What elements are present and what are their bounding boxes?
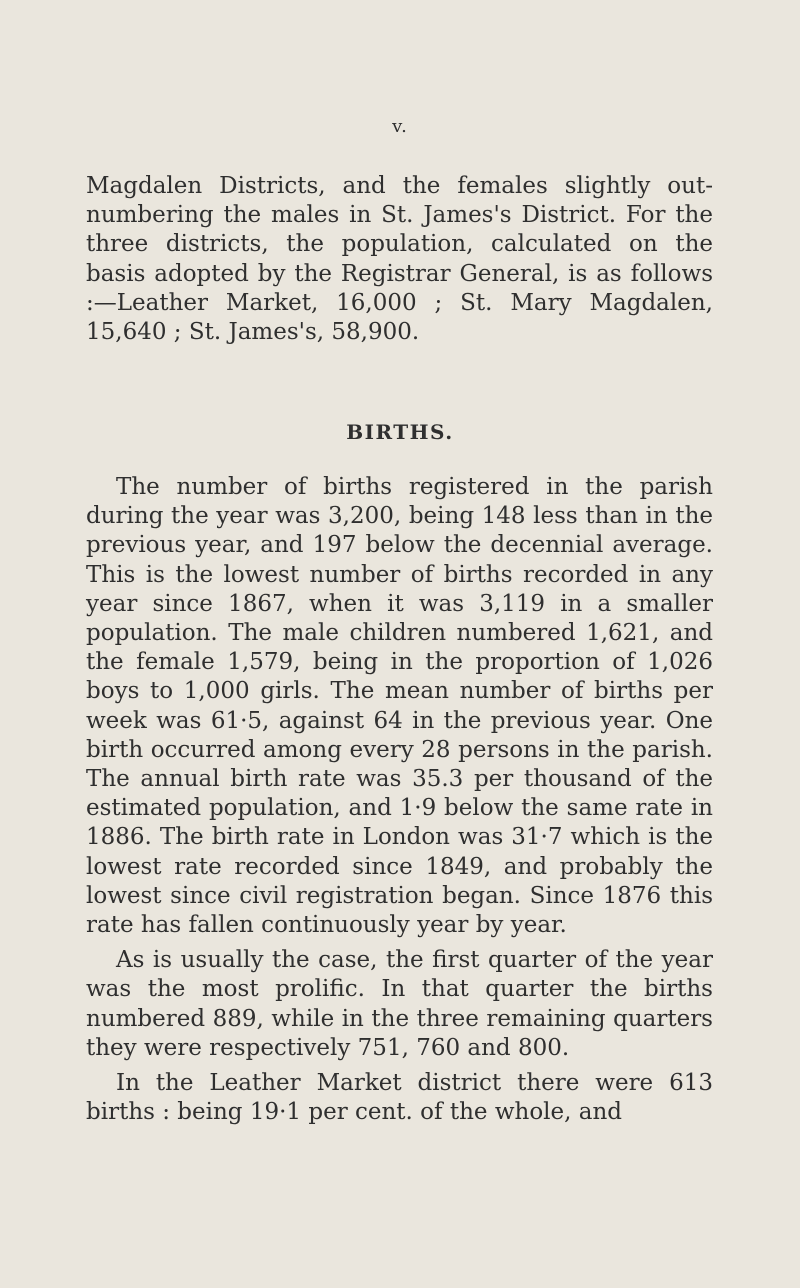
intro-paragraph: Magdalen Districts, and the females slightly outnumbering the males in St. James's District. For the three districts, the population, calculated on the basis adopted by the Registrar General, is as follows :—Leather Market, 16,000 ; St. Mary Magdalen, 15,640 ; St. James's, 58,900. <box>86 173 713 346</box>
page-number: v. <box>392 116 408 137</box>
section-heading-births: BIRTHS. <box>346 420 454 444</box>
births-paragraph-1: The number of births registered in the parish during the year was 3,200, being 148 less than in the previous year, and 197 below the decennial average. This is the lowest number of births recorded in any year since 1867, when it was 3,119 in a smaller population. The male children numbered 1,621, and the female 1,579, being in the proportion of 1,026 boys to 1,000 girls. The mean number of births per week was 61·5, against 64 in the previous year. One birth occurred among every 28 persons in the parish. The annual birth rate was 35.3 per thousand of the estimated population, and 1·9 below the same rate in 1886. The birth rate in London was 31·7 which is the lowest rate recorded since 1849, and probably the lowest since civil registration began. Since 1876 this rate has fallen continuously year by year. <box>86 474 713 939</box>
births-section-body <box>86 473 713 1133</box>
births-paragraph-2: As is usually the case, the first quarter of the year was the most prolific. In that quarter the births numbered 889, while in the three remaining quarters they were respectively 751, 760 and 800. <box>86 947 713 1061</box>
births-paragraph-3: In the Leather Market district there were 613 births : being 19·1 per cent. of the whole, and <box>86 1070 713 1126</box>
